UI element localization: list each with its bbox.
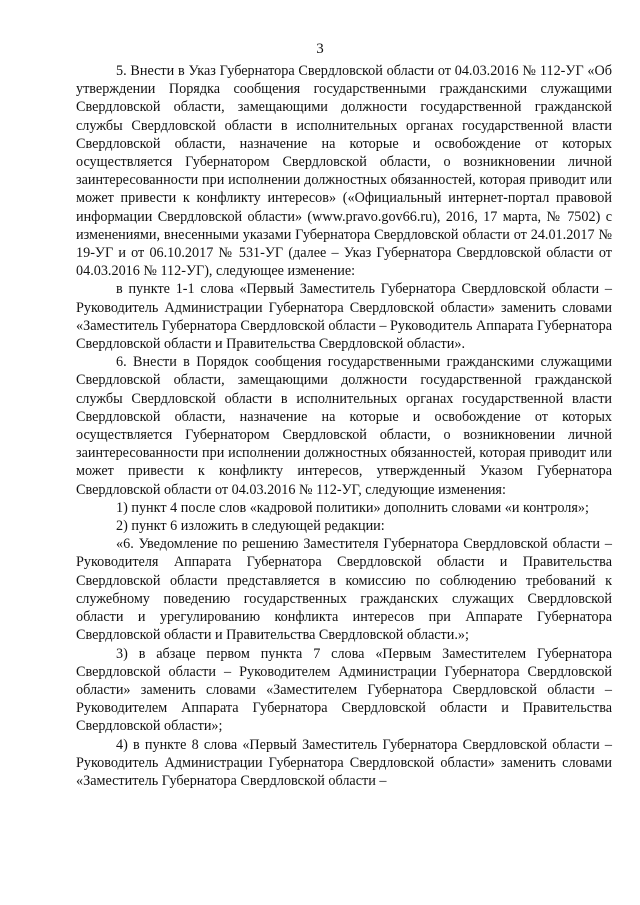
paragraph-subitem-3: 3) в абзаце первом пункта 7 слова «Первым Заместителем Губернатора Свердловской области – Руководителем Администрации Губернатора Свердловской области» заменить словами «Заместителем Губернатора Свердловской области – Руководителем Аппарата Губернатора Свердловской области и Правительства Свердловской области»; (76, 645, 612, 735)
paragraph-subitem-4: 4) в пункте 8 слова «Первый Заместитель Губернатора Свердловской области – Руководитель Администрации Губернатора Свердловской области» заменить словами «Заместитель Губернатора Свердловской области – (76, 736, 612, 789)
paragraph-amendment-1-1: в пункте 1-1 слова «Первый Заместитель Губернатора Свердловской области – Руководитель Администрации Губернатора Свердловской области» заменить словами «Заместитель Губернатора Свердловской области – Руководитель Аппарата Губернатора Свердловской области и Правительства Свердловской области». (76, 281, 612, 353)
page-number: 3 (316, 41, 324, 57)
paragraph-item-5: 5. Внести в Указ Губернатора Свердловской области от 04.03.2016 № 112-УГ «Об утверждении Порядка сообщения государственными гражданскими служащими Свердловской области, замещающими должности государственной гражданской службы Свердловской области в исполнительных органах государственной власти Свердловской области, назначение на которые и освобождение от которых осуществляется Губернатором Свердловской области, о возникновении личной заинтересованности при исполнении должностных обязанностей, которая приводит или может привести к конфликту интересов» («Официальный интернет-портал правовой информации Свердловской области» (www.pravo.gov66.ru), 2016, 17 марта, № 7502) с изменениями, внесенными указами Губернатора Свердловской области от 24.01.2017 № 19-УГ и от 06.10.2017 № 531-УГ (далее – Указ Губернатора Свердловской области от 04.03.2016 № 112-УГ), следующее изменение: (76, 63, 612, 280)
paragraph-subitem-1: 1) пункт 4 после слов «кадровой политики» дополнить словами «и контроля»; (116, 499, 589, 516)
paragraph-subitem-2: 2) пункт 6 изложить в следующей редакции: (116, 518, 385, 535)
paragraph-item-6: 6. Внести в Порядок сообщения государственными гражданскими служащими Свердловской области, замещающими должности государственной гражданской службы Свердловской области в исполнительных органах государственной власти Свердловской области, назначение на которые и освобождение от которых осуществляется Губернатором Свердловской области, о возникновении личной заинтересованности при исполнении должностных обязанностей, которая приводит или может привести к конфликту интересов, утвержденный Указом Губернатора Свердловской области от 04.03.2016 № 112-УГ, следующие изменения: (76, 354, 612, 498)
paragraph-new-clause-6: «6. Уведомление по решению Заместителя Губернатора Свердловской области – Руководителя Аппарата Губернатора Свердловской области и Правительства Свердловской области представляется в комиссию по соблюдению требований к служебному поведению государственных гражданских служащих Свердловской области и урегулированию конфликта интересов при Аппарате Губернатора Свердловской области и Правительства Свердловской области.»; (76, 536, 612, 644)
document-body (76, 62, 612, 790)
